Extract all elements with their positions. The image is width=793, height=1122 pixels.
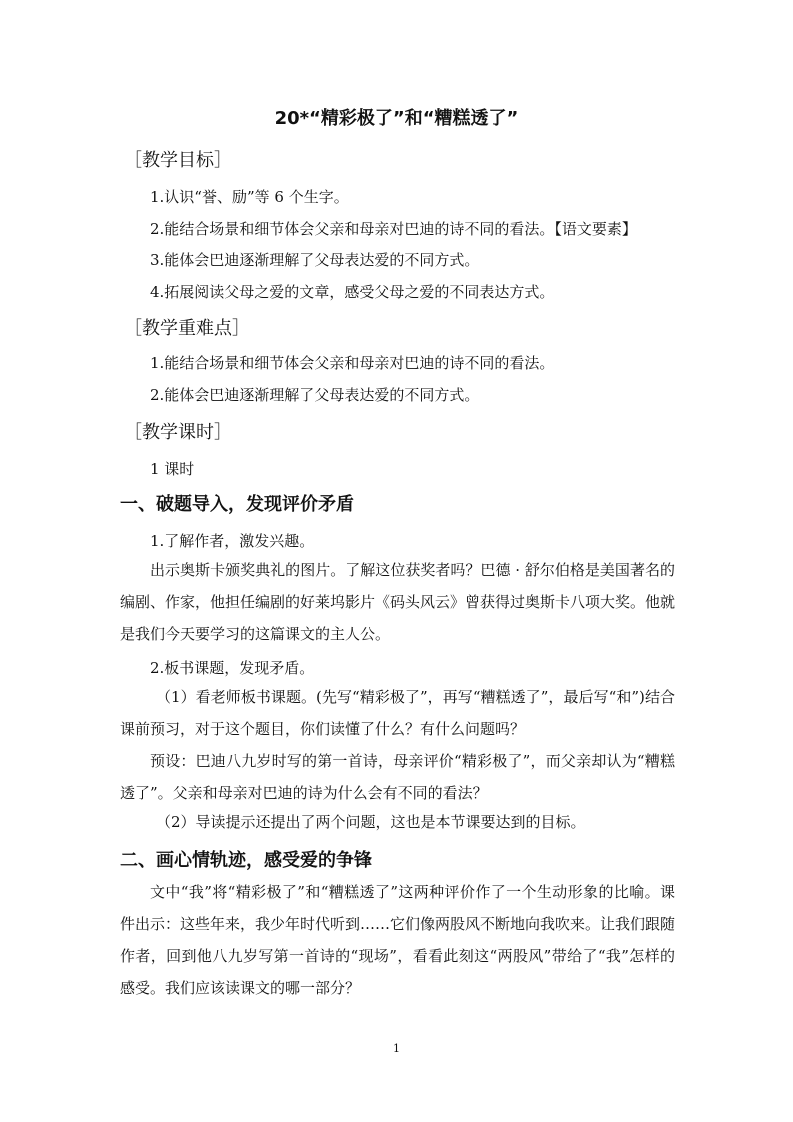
- part2-paragraph: 文中“我”将“精彩极了”和“糟糕透了”这两种评价作了一个生动形象的比喻。课件出示：这些年来，我少年时代听到……它们像两股风不断地向我吹来。让我们跟随作者，回到他八九岁写第一首诗的“现场”，看看此刻这“两股风”带给了“我”怎样的感受。我们应该读课文的哪一部分？: [120, 883, 676, 997]
- hours-value: 1 课时: [150, 460, 195, 478]
- part2-heading: 二、画心情轨迹，感受爱的争锋: [120, 850, 372, 871]
- hours-heading: ［教学课时］: [124, 422, 232, 443]
- part1-sub1-text: （1）看老师板书课题。(先写“精彩极了”，再写“糟糕透了”，最后写“和”)结合课前预习，对于这个题目，你们读懂了什么？有什么问题吗？: [120, 688, 675, 738]
- part1-paragraph: 出示奥斯卡颁奖典礼的图片。了解这位获奖者吗？巴德 · 舒尔伯格是美国著名的编剧、作家，他担任编剧的好莱坞影片《码头风云》曾获得过奥斯卡八项大奖。他就是我们今天要学习的这篇课文的主人公。: [120, 561, 676, 643]
- objective-item: 1.认识“誉、励”等 6 个生字。: [150, 188, 349, 206]
- page-title: 20*“精彩极了”和“糟糕透了”: [274, 108, 519, 129]
- objective-item: 4.拓展阅读父母之爱的文章，感受父母之爱的不同表达方式。: [150, 283, 555, 301]
- key-point-item: 1.能结合场景和细节体会父亲和母亲对巴迪的诗不同的看法。: [150, 354, 555, 372]
- key-points-heading: ［教学重难点］: [124, 318, 250, 339]
- part1-preset: 预设：巴迪八九岁时写的第一首诗，母亲评价“精彩极了”，而父亲却认为“糟糕透了”。父亲和母亲对巴迪的诗为什么会有不同的看法？: [120, 752, 675, 802]
- objectives-heading: ［教学目标］: [124, 150, 232, 171]
- part1-heading: 一、破题导入，发现评价矛盾: [120, 494, 354, 515]
- part1-sub-item: [120, 681, 675, 745]
- part1-step2: 2.板书课题，发现矛盾。: [150, 659, 315, 677]
- objective-item: 2.能结合场景和细节体会父亲和母亲对巴迪的诗不同的看法。【语文要素】: [150, 220, 637, 238]
- part1-sub-item-2: （2）导读提示还提出了两个问题，这也是本节课要达到的目标。: [156, 813, 586, 831]
- page-number: 1: [393, 1042, 400, 1055]
- objective-item: 3.能体会巴迪逐渐理解了父母表达爱的不同方式。: [150, 251, 480, 269]
- key-point-item: 2.能体会巴迪逐渐理解了父母表达爱的不同方式。: [150, 386, 480, 404]
- part1-step1: 1.了解作者，激发兴趣。: [150, 532, 315, 550]
